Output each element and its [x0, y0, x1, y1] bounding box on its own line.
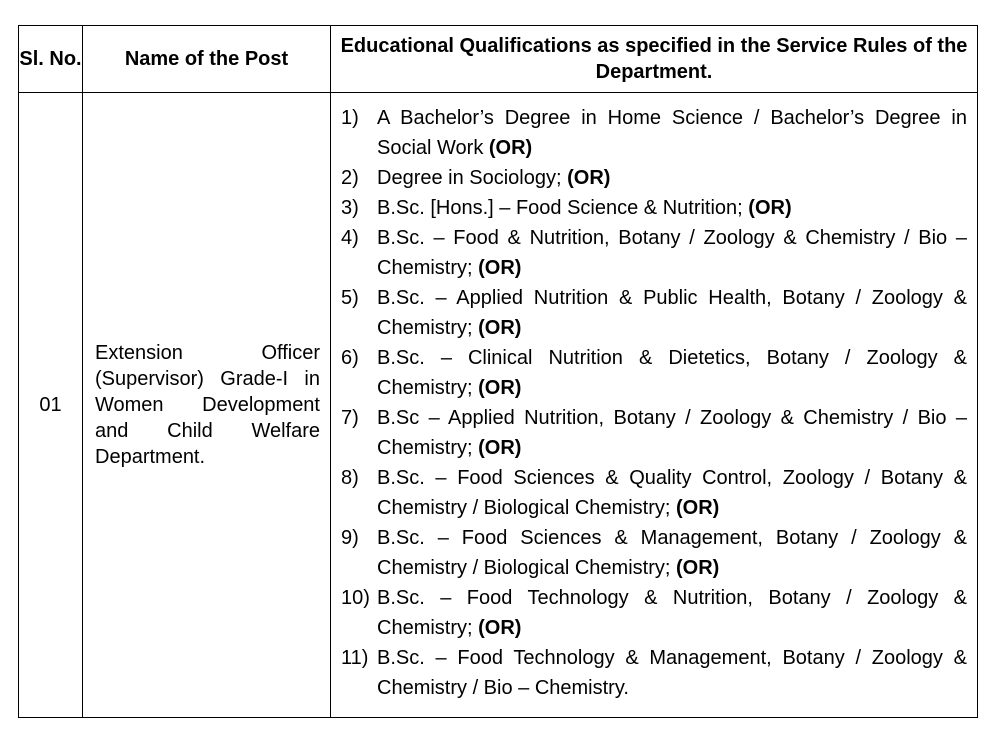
qualification-text: B.Sc. – Food Technology & Management, Botany / Zoology & Chemistry / Bio – Chemistry.: [377, 647, 967, 699]
or-label: (OR): [478, 437, 522, 459]
header-qualifications: Educational Qualifications as specified in the Service Rules of the Department.: [331, 26, 978, 93]
list-item-text: [377, 403, 967, 463]
list-item-number: 1): [341, 107, 359, 129]
list-item-number: 8): [341, 467, 359, 489]
list-item: [341, 343, 967, 403]
list-item: [341, 283, 967, 343]
list-item-text: [377, 463, 967, 523]
qualifications-list: [341, 103, 967, 703]
header-row: [19, 26, 978, 93]
list-item-text: [377, 583, 967, 643]
list-item-number: 5): [341, 287, 359, 309]
list-item: [341, 193, 967, 223]
list-item-text: [377, 223, 967, 283]
list-item: [341, 463, 967, 523]
qualification-text: B.Sc. – Food Sciences & Quality Control, Zoology / Botany & Chemistry / Biological Chemistry;: [377, 467, 967, 519]
post-name-cell: Extension Officer (Supervisor) Grade-I in Women Development and Child Welfare Department.: [83, 93, 331, 718]
qualification-text: B.Sc. [Hons.] – Food Science & Nutrition;: [377, 197, 743, 219]
list-item: [341, 103, 967, 163]
or-label: (OR): [675, 497, 720, 519]
qualification-text: B.Sc. – Food Technology & Nutrition, Botany / Zoology & Chemistry;: [377, 587, 967, 639]
list-item-number: 2): [341, 167, 359, 189]
list-item: [341, 223, 967, 283]
list-item: [341, 583, 967, 643]
or-label: (OR): [478, 317, 522, 339]
list-item-text: [377, 283, 967, 343]
list-item-text: [377, 643, 967, 703]
or-label: (OR): [478, 377, 522, 399]
list-item-text: [377, 523, 967, 583]
or-label: (OR): [488, 137, 533, 159]
list-item-text: [377, 343, 967, 403]
list-item: [341, 643, 967, 703]
or-label: (OR): [478, 257, 522, 279]
list-item: [341, 163, 967, 193]
list-item-number: 10): [341, 587, 370, 609]
list-item-text: [377, 103, 967, 163]
qualification-text: A Bachelor’s Degree in Home Science / Bachelor’s Degree in Social Work: [377, 107, 967, 159]
qualification-text: B.Sc. – Clinical Nutrition & Dietetics, Botany / Zoology & Chemistry;: [377, 347, 967, 399]
header-post: Name of the Post: [83, 26, 331, 93]
list-item-number: 7): [341, 407, 359, 429]
list-item-number: 3): [341, 197, 359, 219]
qualification-text: B.Sc – Applied Nutrition, Botany / Zoology & Chemistry / Bio – Chemistry;: [377, 407, 967, 459]
list-item-number: 4): [341, 227, 359, 249]
qualifications-cell: [331, 93, 978, 718]
sl-no-cell: 01: [19, 93, 83, 718]
list-item-text: [377, 163, 967, 193]
or-label: (OR): [567, 167, 611, 189]
qualification-text: B.Sc. – Food Sciences & Management, Botany / Zoology & Chemistry / Biological Chemistry;: [377, 527, 967, 579]
table-row: [19, 93, 978, 718]
list-item: [341, 403, 967, 463]
or-label: (OR): [675, 557, 720, 579]
list-item-text: [377, 193, 967, 223]
qualification-text: B.Sc. – Food & Nutrition, Botany / Zoology & Chemistry / Bio – Chemistry;: [377, 227, 967, 279]
list-item-number: 6): [341, 347, 359, 369]
or-label: (OR): [478, 617, 522, 639]
list-item-number: 9): [341, 527, 359, 549]
list-item: [341, 523, 967, 583]
qualifications-table: [18, 25, 978, 718]
qualification-text: Degree in Sociology;: [377, 167, 562, 189]
header-sl-no: Sl. No.: [19, 26, 83, 93]
or-label: (OR): [748, 197, 792, 219]
qualification-text: B.Sc. – Applied Nutrition & Public Health, Botany / Zoology & Chemistry;: [377, 287, 967, 339]
list-item-number: 11): [341, 647, 369, 669]
